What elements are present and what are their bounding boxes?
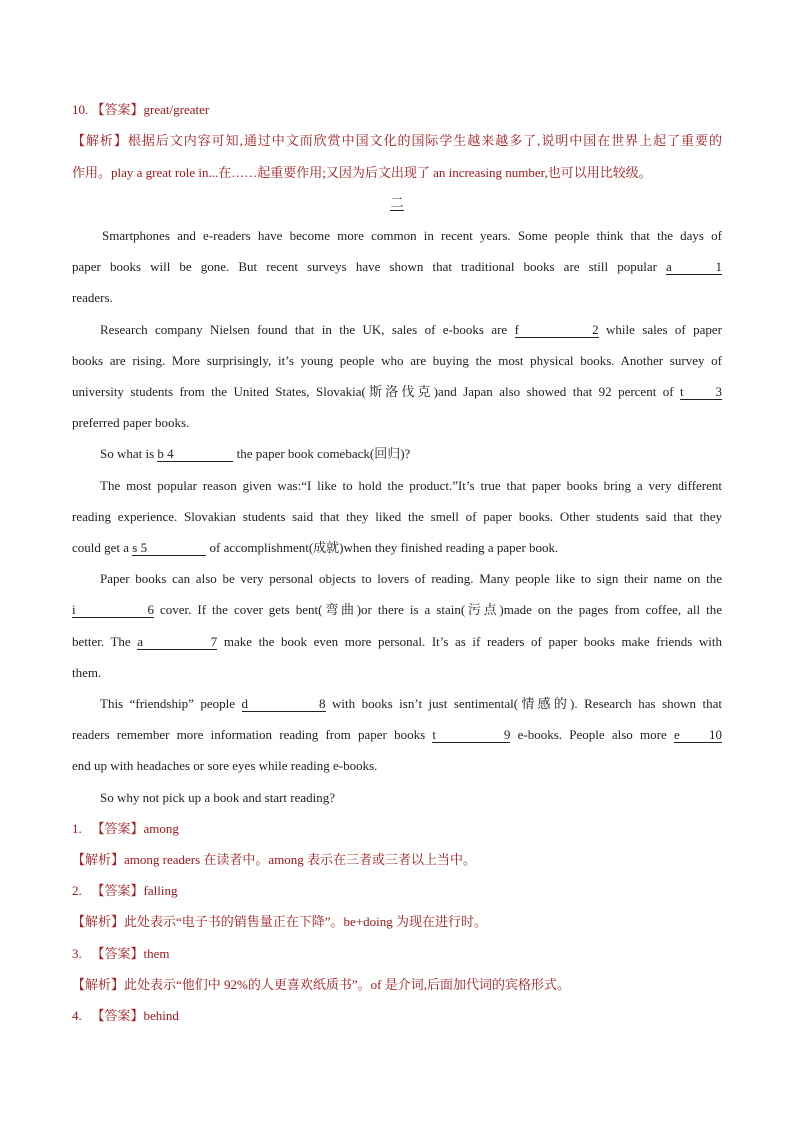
- passage-p5-line3: [72, 633, 722, 651]
- passage-p4-line3: [72, 539, 722, 557]
- section-number: [72, 194, 722, 212]
- passage-p4-line2: reading experience. Slovakian students said that they liked the smell of paper books. Other students said that they: [72, 509, 722, 524]
- passage-text: of accomplishment(成就)when they finished reading a paper book.: [209, 540, 559, 555]
- blank-8: d 8: [241, 696, 326, 711]
- blank-6: i 6: [72, 602, 154, 617]
- answer-number: 4.: [72, 1008, 82, 1023]
- analysis-label: 【解析】: [72, 852, 125, 867]
- passage-text: make the book even more personal. It’s as if readers of paper books make friends with: [223, 634, 723, 649]
- answer-label: 【答案】: [91, 883, 144, 898]
- blank-4: b 4: [157, 446, 233, 462]
- blank-9: t 9: [432, 727, 511, 742]
- answer-number: 2.: [72, 883, 82, 898]
- answer-4: [72, 1007, 722, 1025]
- passage-text: This “friendship” people: [100, 696, 236, 711]
- analysis-1: [72, 851, 722, 869]
- section-mark: 二: [390, 195, 404, 210]
- blank-3: t 3: [680, 384, 723, 399]
- passage-text: paper books will be gone. But recent surveys have shown that traditional books are still popular: [72, 259, 657, 274]
- passage-text: So what is: [100, 446, 155, 461]
- answer-text: great/greater: [143, 102, 210, 117]
- answer-label: 【答案】: [91, 1008, 144, 1023]
- passage-p6-line1: [100, 695, 722, 713]
- answer-number: 1.: [72, 821, 82, 836]
- answer-text: behind: [143, 1008, 179, 1023]
- analysis-2: [72, 913, 722, 931]
- answer-3: [72, 945, 722, 963]
- passage-p5-line1: Paper books can also be very personal objects to lovers of reading. Many people like to sign their name on the: [100, 571, 722, 586]
- answer-1: [72, 820, 722, 838]
- blank-1: a 1: [666, 259, 722, 274]
- answer-label: 【答案】: [91, 946, 144, 961]
- passage-p5-line4: them.: [72, 665, 102, 680]
- passage-p6-line3: end up with headaches or sore eyes while reading e-books.: [72, 758, 378, 773]
- answer-text: among: [143, 821, 179, 836]
- passage-text: the paper book comeback(回归)?: [236, 446, 411, 461]
- blank-10: e 10: [674, 727, 722, 742]
- passage-text: while sales of paper: [606, 322, 723, 337]
- blank-7: a 7: [137, 634, 218, 649]
- passage-p2-line3: [72, 383, 722, 401]
- passage-p6-line2: [72, 726, 722, 744]
- passage-text: university students from the United States, Slovakia(斯洛伐克)and Japan also showed that 92 percent of: [72, 384, 674, 399]
- passage-p1-line2: [72, 258, 722, 276]
- blank-5: s 5: [132, 540, 206, 556]
- analysis-label: 【解析】: [72, 914, 125, 929]
- answer-label: 【答案】: [91, 821, 144, 836]
- passage-text: Research company Nielsen found that in the UK, sales of e-books are: [100, 322, 508, 337]
- answer-number: 3.: [72, 946, 82, 961]
- passage-p2-line2: books are rising. More surprisingly, it’s young people who are buying the most physical books. Another survey of: [72, 353, 722, 368]
- passage-text: with books isn’t just sentimental(情感的). Research has shown that: [332, 696, 723, 711]
- passage-text: readers remember more information reading from paper books: [72, 727, 426, 742]
- analysis-10-line1: [72, 132, 722, 150]
- analysis-label: 【解析】: [72, 977, 125, 992]
- analysis-text: 此处表示“他们中 92%的人更喜欢纸质书”。of 是介词,后面加代词的宾格形式。: [124, 977, 570, 992]
- analysis-text: 此处表示“电子书的销售量正在下降”。be+doing 为现在进行时。: [124, 914, 488, 929]
- passage-p3: [100, 445, 722, 463]
- passage-p5-line2: [72, 601, 722, 619]
- answer-number: 10.: [72, 102, 89, 117]
- analysis-3: [72, 976, 722, 994]
- blank-2: f 2: [514, 322, 599, 337]
- answer-label: 【答案】: [91, 102, 144, 117]
- analysis-text: among readers 在读者中。among 表示在三者或三者以上当中。: [124, 852, 477, 867]
- answer-10: [72, 101, 722, 119]
- passage-text: could get a: [72, 540, 130, 555]
- passage-text: e-books. People also more: [517, 727, 667, 742]
- answer-2: [72, 882, 722, 900]
- answer-text: them: [143, 946, 170, 961]
- passage-p2-line4: preferred paper books.: [72, 415, 190, 430]
- analysis-text: 根据后文内容可知,通过中文而欣赏中国文化的国际学生越来越多了,说明中国在世界上起了重要的: [127, 133, 722, 148]
- passage-p2-line1: [100, 321, 722, 339]
- analysis-10-line2: 作用。play a great role in...在……起重要作用;又因为后文出现了 an increasing number,也可以用比较级。: [72, 165, 652, 180]
- passage-p4-line1: The most popular reason given was:“I like to hold the product.”It’s true that paper books bring a very different: [100, 478, 722, 493]
- passage-p1-line3: readers.: [72, 290, 113, 305]
- passage-text: better. The: [72, 634, 131, 649]
- passage-p1-line1: Smartphones and e-readers have become more common in recent years. Some people think that the days of: [102, 228, 722, 243]
- analysis-label: 【解析】: [72, 133, 128, 148]
- passage-text: cover. If the cover gets bent(弯曲)or there is a stain(污点)made on the pages from coffee, all the: [160, 602, 722, 617]
- answer-text: falling: [143, 883, 178, 898]
- passage-p7: So why not pick up a book and start reading?: [100, 790, 336, 805]
